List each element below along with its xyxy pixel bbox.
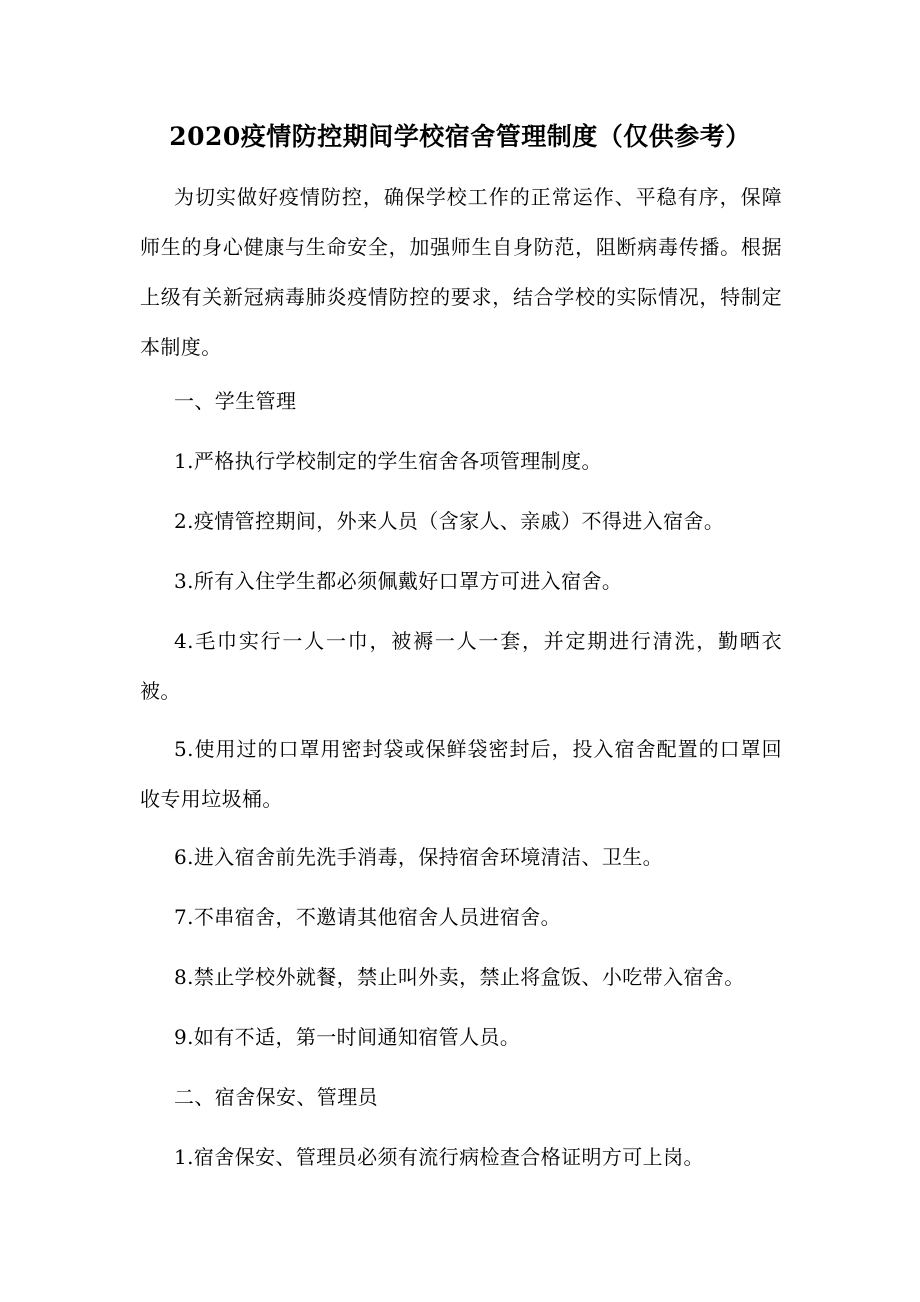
rule-item: 6.进入宿舍前先洗手消毒，保持宿舍环境清洁、卫生。 bbox=[174, 845, 664, 869]
intro-paragraph: 为切实做好疫情防控，确保学校工作的正常运作、平稳有序，保障师生的身心健康与生命安全，加强师生自身防范，阻断病毒传播。根据上级有关新冠病毒肺炎疫情防控的要求，结合学校的实际情况，特制定本制度。 bbox=[140, 185, 782, 359]
rule-item: 9.如有不适，第一时间通知宿管人员。 bbox=[174, 1025, 521, 1049]
rule-item: 8.禁止学校外就餐，禁止叫外卖，禁止将盒饭、小吃带入宿舍。 bbox=[174, 965, 745, 989]
rule-item: 3.所有入住学生都必须佩戴好口罩方可进入宿舍。 bbox=[174, 569, 623, 593]
section-heading-student-management: 一、学生管理 bbox=[174, 389, 297, 413]
rule-item: 7.不串宿舍，不邀请其他宿舍人员进宿舍。 bbox=[174, 905, 562, 929]
rule-item: 4.毛巾实行一人一巾，被褥一人一套，并定期进行清洗，勤晒衣被。 bbox=[140, 629, 782, 703]
document-title: 2020疫情防控期间学校宿舍管理制度（仅供参考） bbox=[169, 122, 751, 151]
rule-item: 1.宿舍保安、管理员必须有流行病检查合格证明方可上岗。 bbox=[174, 1145, 704, 1169]
section-heading-dorm-staff: 二、宿舍保安、管理员 bbox=[174, 1085, 378, 1109]
rule-item: 5.使用过的口罩用密封袋或保鲜袋密封后，投入宿舍配置的口罩回收专用垃圾桶。 bbox=[140, 737, 782, 811]
rule-item: 2.疫情管控期间，外来人员（含家人、亲戚）不得进入宿舍。 bbox=[174, 509, 725, 533]
rule-item: 1.严格执行学校制定的学生宿舍各项管理制度。 bbox=[174, 449, 602, 473]
